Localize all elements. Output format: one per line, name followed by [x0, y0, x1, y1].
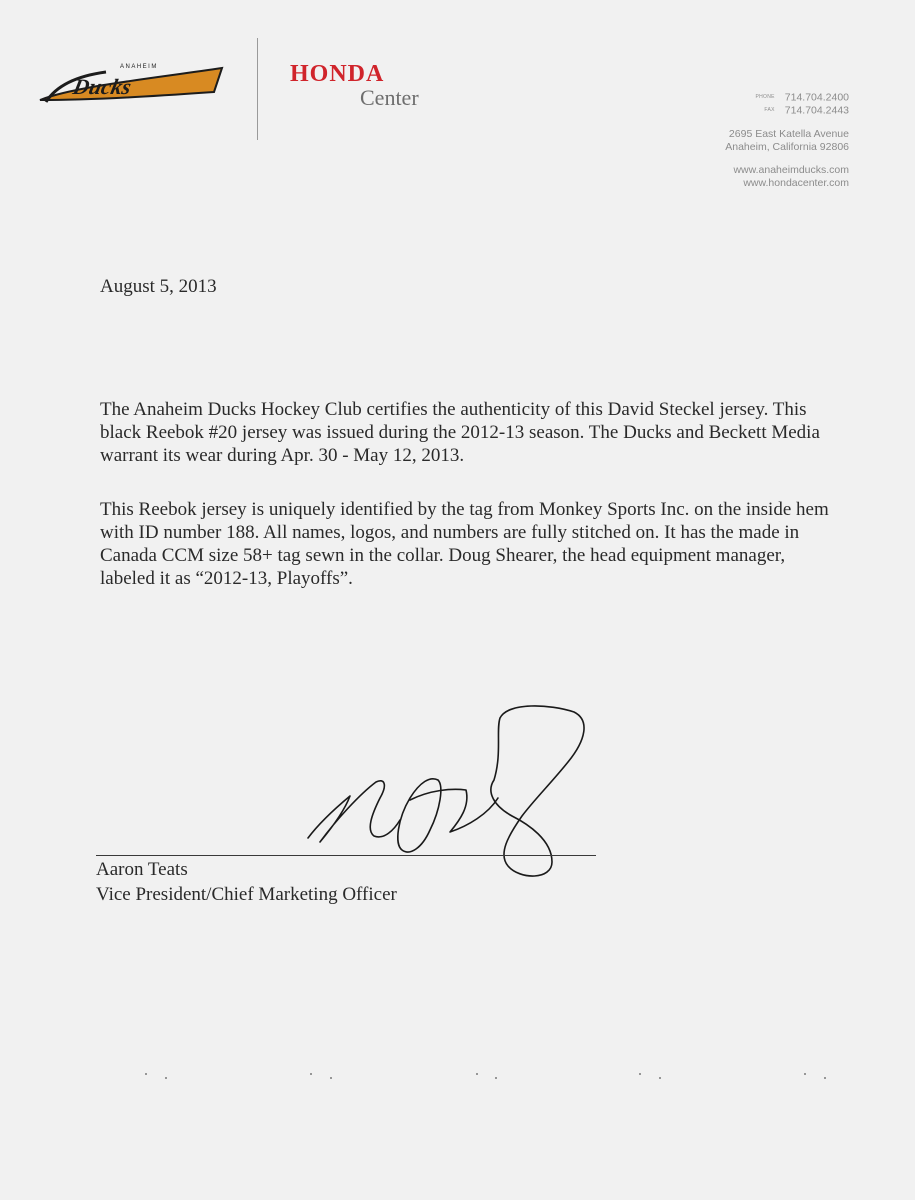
phone-line	[725, 91, 849, 104]
ducks-wordmark: Ducks	[70, 74, 134, 99]
phone-number: 714.704.2400	[784, 91, 849, 104]
address-line-1: 2695 East Katella Avenue	[728, 127, 849, 140]
paragraph-identification: This Reebok jersey is uniquely identified by the tag from Monkey Sports Inc. on the inside hem with ID number 188. All names, logos, and numbers are fully stitched on. It has the made in Canada CCM size 58+ tag sewn in the collar. Doug Shearer, the head equipment manager, labeled it as “2012-13, Playoffs”.	[100, 499, 829, 589]
header-divider	[257, 38, 258, 140]
signature-line	[96, 855, 596, 856]
phone-label: PHONE	[755, 94, 775, 100]
fax-number: 714.704.2443	[784, 104, 849, 117]
address-line-2: Anaheim, California 92806	[725, 140, 849, 153]
fax-line	[725, 104, 849, 117]
paper-specks	[0, 1066, 915, 1086]
website-honda-center: www.hondacenter.com	[743, 176, 849, 189]
signer-title: Vice President/Chief Marketing Officer	[96, 884, 397, 905]
contact-block	[725, 91, 849, 190]
website-ducks: www.anaheimducks.com	[733, 163, 849, 176]
honda-wordmark: HONDA	[290, 61, 385, 87]
fax-label: FAX	[764, 107, 775, 114]
paragraph-authenticity: The Anaheim Ducks Hockey Club certifies the authenticity of this David Steckel jersey. This black Reebok #20 jersey was issued during the 2012-13 season. The Ducks and Beckett Media warrant its wear during Apr. 30 - May 12, 2013.	[100, 399, 820, 466]
letter-date: August 5, 2013	[100, 276, 217, 297]
signer-block	[96, 857, 397, 907]
center-wordmark: Center	[360, 85, 419, 110]
anaheim-ducks-logo	[36, 56, 226, 112]
signer-name: Aaron Teats	[96, 859, 188, 880]
anaheim-wordmark: ANAHEIM	[120, 64, 158, 70]
